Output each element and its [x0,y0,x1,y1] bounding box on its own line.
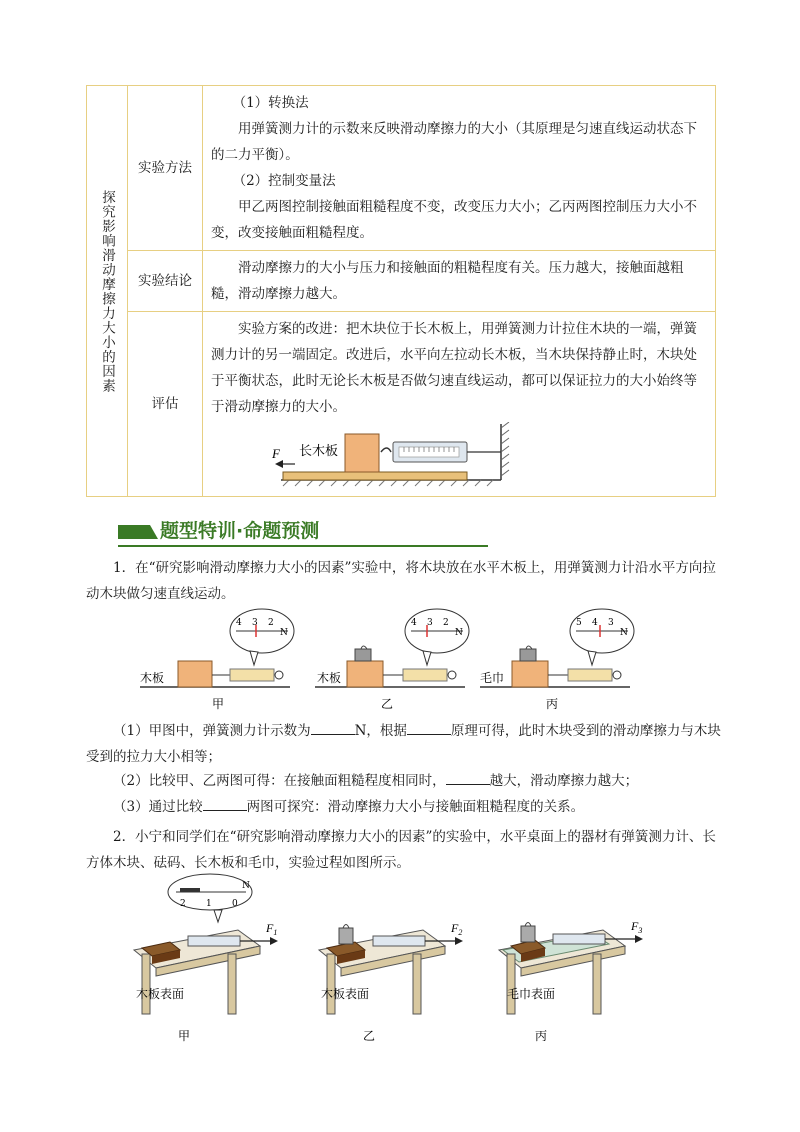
q2-stem: 2．小宁和同学们在“研究影响滑动摩擦力大小的因素”的实验中，水平桌面上的器材有弹簧测力计、长方体木块、砝码、长木板和毛巾，实验过程如图所示。 [86,829,716,871]
q1c-scale-unit: N [620,628,628,638]
method-line-3: （2）控制变量法 [232,173,336,189]
q1-blank-figures[interactable] [203,796,247,811]
q1-part3-text-b: 两图可探究：滑动摩擦力大小与接触面粗糙程度的关系。 [246,799,585,815]
conclusion-content [203,251,716,312]
q1a-caption: 甲 [212,697,225,711]
q2b-force: $F_2$ [451,921,463,937]
q1b-surface: 木板 [317,671,342,685]
summary-table [86,85,716,497]
q2-figures [128,870,678,1050]
q2b-surface: 木板表面 [321,987,370,1001]
q1-stem: 1．在“研究影响滑动摩擦力大小的因素”实验中，将木块放在水平木板上，用弹簧测力计沿水平方向拉动木块做匀速直线运动。 [86,560,716,602]
q1-blank-principle[interactable] [407,720,451,735]
q1c-scale-3: 3 [608,618,614,628]
q1-blank-factor[interactable] [446,770,490,785]
q1a-scale-1: 4 [236,618,242,628]
evaluation-line: 实验方案的改进：把木块位于长木板上，用弹簧测力计拉住木块的一端，弹簧测力计的另一端固定。改进后，水平向左拉动长木板，当木块保持静止时，木块处于平衡状态，此时无论长木板是否做匀速直线运动，都可以保证拉力的大小始终等于滑动摩擦力的大小。 [211,321,697,415]
q1a-scale-2: 3 [252,618,258,628]
q1a-surface: 木板 [140,671,165,685]
method-line-1: （1）转换法 [232,95,309,111]
q1-figure-b [315,609,469,711]
method-content [203,86,716,251]
section-title: 题型特训·命题预测 [160,520,320,542]
q2a-force: $F_1$ [266,921,278,937]
q2-scale-3: 0 [232,899,238,909]
section-underline [118,545,488,547]
q1-part2-text-a: （2）比较甲、乙两图可得：在接触面粗糙程度相同时， [113,773,446,789]
method-line-4: 甲乙两图控制接触面粗糙程度不变，改变压力大小；乙丙两图控制压力大小不变，改变接触面粗糙程度。 [211,199,697,241]
q1-part3 [86,794,722,820]
q2a-surface: 木板表面 [136,987,185,1001]
row-label-method: 实验方法 [128,86,203,251]
improved-setup-figure [269,422,529,492]
q1-figure-c [480,609,634,711]
q2a-caption: 甲 [178,1029,191,1043]
q1-figures [140,605,660,715]
q2-figure-a [134,921,278,1043]
method-line-2: 用弹簧测力计的示数来反映滑动摩擦力的大小（其原理是匀速直线运动状态下的二力平衡）。 [211,121,697,163]
q1-part1-text-b: N，根据 [354,723,407,739]
q2b-caption: 乙 [363,1029,376,1043]
q1a-scale-3: 2 [268,618,274,628]
row-label-evaluation: 评估 [128,312,203,497]
q2-scale-2: 1 [206,899,212,909]
q1-blank-reading[interactable] [311,720,355,735]
q2c-surface: 毛巾表面 [507,987,556,1001]
q1c-scale-1: 5 [576,618,582,628]
force-label-f: F [272,446,280,461]
q1-part1-text-c: 原理可得，此时木块受到的滑动摩擦力与木块受到的拉力大小相等； [86,723,721,765]
q1-figure-a [140,609,294,711]
q1b-scale-2: 3 [427,618,433,628]
q2-figure-c [499,919,643,1043]
q1c-scale-2: 4 [592,618,598,628]
q1b-scale-unit: N [455,628,463,638]
q1-part2 [86,768,722,794]
q1b-caption: 乙 [381,697,394,711]
q1b-scale-1: 4 [411,618,417,628]
q1b-scale-3: 2 [443,618,449,628]
evaluation-content [203,312,716,497]
long-board-label: 长木板 [299,444,339,459]
q1c-caption: 丙 [546,697,559,711]
q1a-scale-unit: N [280,628,288,638]
q2c-force: $F_3$ [631,919,643,935]
q2-scale-unit: N [242,881,250,891]
q1c-surface: 毛巾 [480,671,505,685]
q2-scale-1: 2 [180,899,186,909]
q2-figure-b [319,921,463,1043]
q1-part1 [86,718,722,770]
section-header-bar [118,525,158,539]
q1-part3-text-a: （3）通过比较 [113,799,203,815]
q2c-caption: 丙 [535,1029,548,1043]
q1-part1-text-a: （1）甲图中，弹簧测力计示数为 [113,723,311,739]
topic-cell [87,86,128,497]
row-label-conclusion: 实验结论 [128,251,203,312]
q1-part2-text-b: 越大，滑动摩擦力越大； [489,773,639,789]
topic-text: 探究影响滑动摩擦力大小的因素 [99,189,115,393]
conclusion-line: 滑动摩擦力的大小与压力和接触面的粗糙程度有关。压力越大，接触面越粗糙，滑动摩擦力越大。 [211,260,684,302]
